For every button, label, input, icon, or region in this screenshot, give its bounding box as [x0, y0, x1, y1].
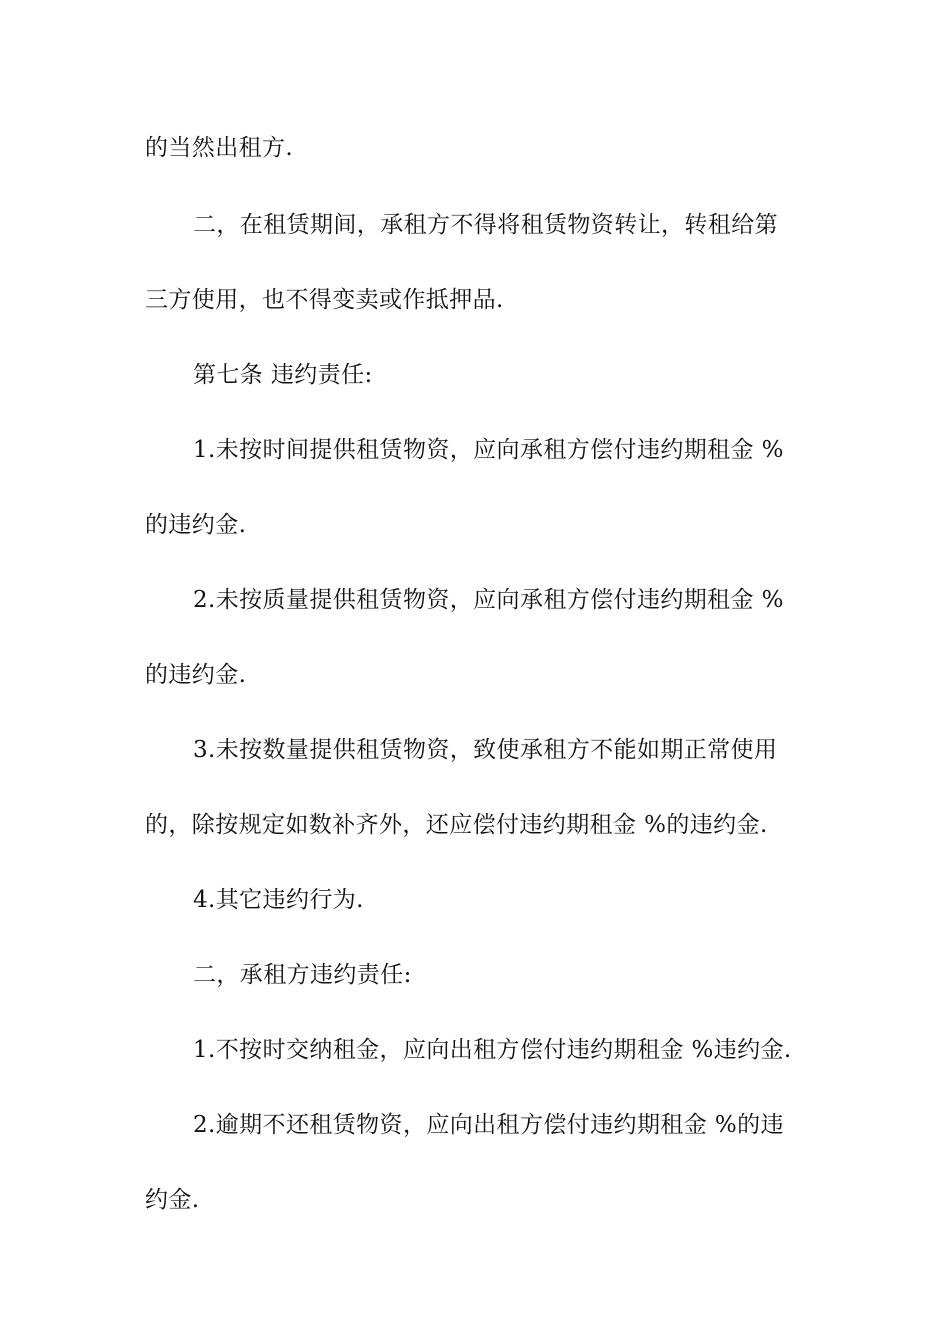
- text-line-lessee-item-2: 2.逾期不还租赁物资，应向出租方偿付违约期租金 %的违: [193, 1112, 784, 1138]
- text-line-lessee-item-1: 1.不按时交纳租金，应向出租方偿付违约期租金 %违约金.: [193, 1037, 792, 1063]
- text-line-item-2-cont: 的违约金.: [145, 662, 247, 688]
- text-line-item-1: 1.未按时间提供租赁物资，应向承租方偿付违约期租金 %: [193, 437, 784, 463]
- text-line-item-1-cont: 的违约金.: [145, 512, 247, 538]
- text-line-continuation: 的当然出租方.: [145, 135, 294, 161]
- text-line-item-4: 4.其它违约行为.: [193, 887, 364, 913]
- section-heading-article-7: 第七条 违约责任:: [193, 362, 373, 388]
- text-line-item-2: 2.未按质量提供租赁物资，应向承租方偿付违约期租金 %: [193, 587, 784, 613]
- text-line-item-3-cont: 的，除按规定如数补齐外，还应偿付违约期租金 %的违约金.: [145, 812, 768, 838]
- text-line-lessee-item-2-cont: 约金.: [145, 1187, 200, 1213]
- text-line-clause-2: 二，在租赁期间，承租方不得将租赁物资转让，转租给第: [193, 212, 778, 238]
- text-line-item-3: 3.未按数量提供租赁物资，致使承租方不能如期正常使用: [193, 737, 778, 763]
- section-heading-lessee-breach: 二，承租方违约责任:: [193, 962, 412, 988]
- text-line-clause-2-cont: 三方使用，也不得变卖或作抵押品.: [145, 287, 504, 313]
